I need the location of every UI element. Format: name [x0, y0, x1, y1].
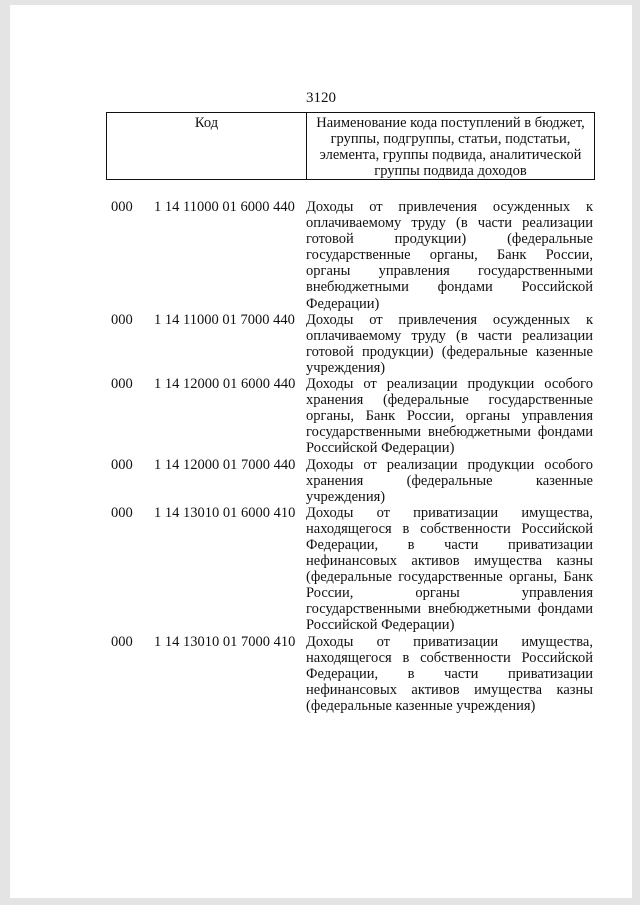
revenue-code: 1 14 11000 01 6000 440 [154, 199, 295, 215]
description-line: Доходы от привлечения осужденных к [306, 199, 593, 215]
revenue-code-list [10, 199, 632, 714]
description-line: учреждения) [306, 359, 386, 376]
page-number: 3120 [306, 90, 336, 106]
table-row [10, 457, 632, 505]
description-line: Российской Федерации) [306, 617, 455, 634]
header-name-line: группы подвида доходов [374, 163, 527, 179]
table-row [10, 199, 632, 312]
description-line: России, органы управления [306, 585, 593, 602]
revenue-description [306, 634, 593, 714]
description-line: органы, Банк России, органы управления [306, 408, 593, 425]
revenue-description [306, 376, 593, 456]
description-line: нефинансовых активов имущества казны [306, 681, 593, 698]
description-line: (федеральные казенные учреждения) [306, 697, 536, 714]
description-line: находящегося в собственности Российской [306, 520, 593, 537]
admin-code: 000 [111, 199, 133, 215]
description-line: Доходы от приватизации имущества, [306, 633, 593, 650]
description-line: оплачиваемому труду (в части реализации [306, 215, 593, 232]
header-name-line: группы, подгруппы, статьи, подстатьи, [330, 131, 571, 147]
description-line: государственными внебюджетными фондами [306, 424, 593, 441]
admin-code: 000 [111, 504, 133, 521]
description-line: оплачиваемому труду (в части реализации [306, 327, 593, 344]
header-code-label: Код [194, 115, 219, 131]
description-line: хранения (федеральные казенные [306, 472, 593, 489]
description-line: Доходы от привлечения осужденных к [306, 311, 593, 328]
description-line: органы управления государственными [306, 263, 593, 280]
description-line: хранения (федеральные государственные [306, 392, 593, 409]
table-row [10, 376, 632, 456]
description-line: готовой продукции) (федеральные [306, 231, 593, 248]
table-row [10, 505, 632, 634]
description-line: Федерации) [306, 295, 380, 312]
document-page [10, 5, 632, 898]
description-line: внебюджетными фондами Российской [306, 279, 593, 296]
description-line: находящегося в собственности Российской [306, 649, 593, 666]
revenue-description [306, 505, 593, 634]
table-header [106, 112, 595, 180]
description-line: государственные органы, Банк России, [306, 247, 593, 264]
description-line: (федеральные государственные органы, Банк [306, 569, 593, 586]
admin-code: 000 [111, 376, 133, 393]
revenue-description [306, 199, 593, 312]
revenue-code: 1 14 12000 01 6000 440 [154, 376, 296, 393]
description-line: Доходы от приватизации имущества, [306, 504, 593, 521]
revenue-code: 1 14 13010 01 6000 410 [154, 504, 296, 521]
revenue-code: 1 14 11000 01 7000 440 [154, 311, 295, 328]
description-line: готовой продукции) (федеральные казенные [306, 343, 593, 360]
revenue-code: 1 14 12000 01 7000 440 [154, 456, 296, 473]
description-line: Федерации, в части приватизации [306, 536, 593, 553]
header-name-line: Наименование кода поступлений в бюджет, [316, 115, 585, 131]
description-line: Доходы от реализации продукции особого [306, 456, 593, 473]
description-line: Российской Федерации) [306, 440, 455, 457]
description-line: государственными внебюджетными фондами [306, 601, 593, 618]
header-name-label [307, 115, 594, 179]
description-line: учреждения) [306, 488, 386, 505]
table-row [10, 634, 632, 714]
revenue-code: 1 14 13010 01 7000 410 [154, 633, 296, 650]
admin-code: 000 [111, 633, 133, 650]
revenue-description [306, 457, 593, 505]
revenue-description [306, 312, 593, 376]
admin-code: 000 [111, 311, 133, 328]
description-line: нефинансовых активов имущества казны [306, 553, 593, 570]
description-line: Федерации, в части приватизации [306, 665, 593, 682]
header-name-line: элемента, группы подвида, аналитической [319, 147, 582, 163]
description-line: Доходы от реализации продукции особого [306, 376, 593, 393]
admin-code: 000 [111, 456, 133, 473]
table-row [10, 312, 632, 376]
